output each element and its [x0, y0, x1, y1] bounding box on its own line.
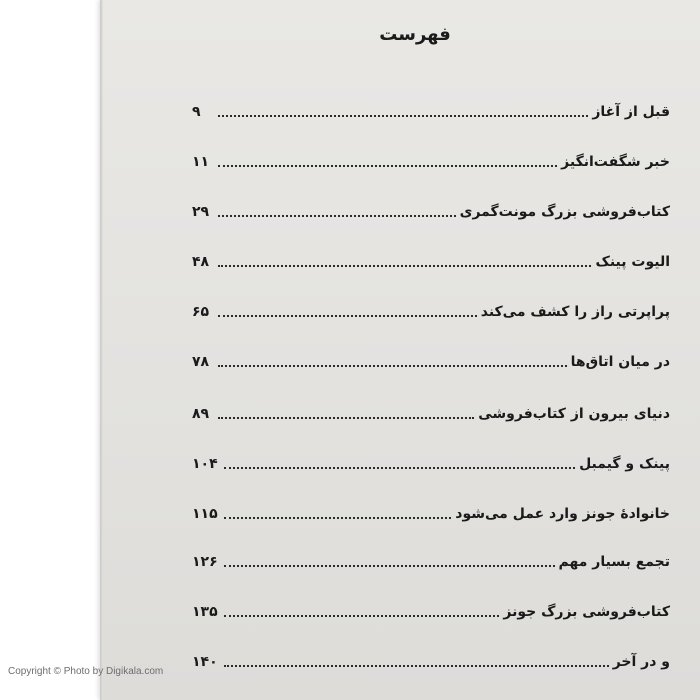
- toc-entry-title: و در آخر: [612, 654, 670, 670]
- toc-entry-page: ۱۱۵: [192, 506, 218, 522]
- toc-entry-title: دنیای بیرون از کتاب‌فروشی: [478, 406, 670, 422]
- toc-entry: [192, 292, 670, 322]
- toc-entry: [192, 642, 670, 672]
- dot-leader: [218, 265, 591, 267]
- toc-entry-title: خبر شگفت‌انگیز: [561, 154, 670, 170]
- toc-entry: [192, 92, 670, 122]
- toc-entry: [192, 342, 670, 372]
- toc-entry-page: ۱۴۰: [192, 654, 218, 670]
- page-edge: [100, 0, 103, 700]
- toc-entry-title: کتاب‌فروشی بزرگ جونز: [503, 604, 670, 620]
- toc-entry-page: ۴۸: [192, 254, 210, 270]
- toc-entry-title: در میان اتاق‌ها: [570, 354, 670, 370]
- dot-leader: [218, 215, 456, 217]
- dot-leader: [224, 615, 500, 617]
- toc-entry-title: کتاب‌فروشی بزرگ مونت‌گمری: [459, 204, 670, 220]
- toc-entry-page: ۱۰۴: [192, 456, 218, 472]
- dot-leader: [224, 665, 609, 667]
- dot-leader: [224, 565, 555, 567]
- toc-entry-page: ۱۲۶: [192, 554, 218, 570]
- toc-entry-page: ۹: [192, 104, 201, 120]
- toc-entry: [192, 192, 670, 222]
- toc-entry-title: خانوادهٔ جونز وارد عمل می‌شود: [455, 506, 670, 522]
- dot-leader: [218, 115, 588, 117]
- toc-entry-title: قبل از آغاز: [592, 104, 670, 120]
- toc-entry: [192, 394, 670, 424]
- toc-entry-page: ۸۹: [192, 406, 210, 422]
- toc-entry-page: ۷۸: [192, 354, 210, 370]
- dot-leader: [218, 165, 557, 167]
- table-of-contents: [192, 92, 670, 682]
- toc-entry-page: ۶۵: [192, 304, 210, 320]
- dot-leader: [218, 417, 474, 419]
- toc-entry: [192, 242, 670, 272]
- toc-entry-title: پراپرتی راز را کشف می‌کند: [480, 304, 670, 320]
- toc-entry-page: ۲۹: [192, 204, 210, 220]
- dot-leader: [218, 315, 477, 317]
- dot-leader: [218, 365, 567, 367]
- toc-heading: فهرست: [379, 24, 451, 45]
- dot-leader: [224, 517, 452, 519]
- toc-entry-title: تجمع بسیار مهم: [558, 554, 670, 570]
- toc-entry-page: ۱۱: [192, 154, 210, 170]
- toc-entry: [192, 592, 670, 622]
- toc-entry: [192, 142, 670, 172]
- toc-entry: [192, 494, 670, 524]
- toc-entry: [192, 542, 670, 572]
- copyright-watermark: Copyright © Photo by Digikala.com: [8, 666, 164, 677]
- toc-entry-page: ۱۳۵: [192, 604, 218, 620]
- toc-entry-title: الیوت پینک: [595, 254, 670, 270]
- dot-leader: [224, 467, 575, 469]
- toc-entry: [192, 444, 670, 474]
- toc-entry-title: پینک و گیمبل: [579, 456, 670, 472]
